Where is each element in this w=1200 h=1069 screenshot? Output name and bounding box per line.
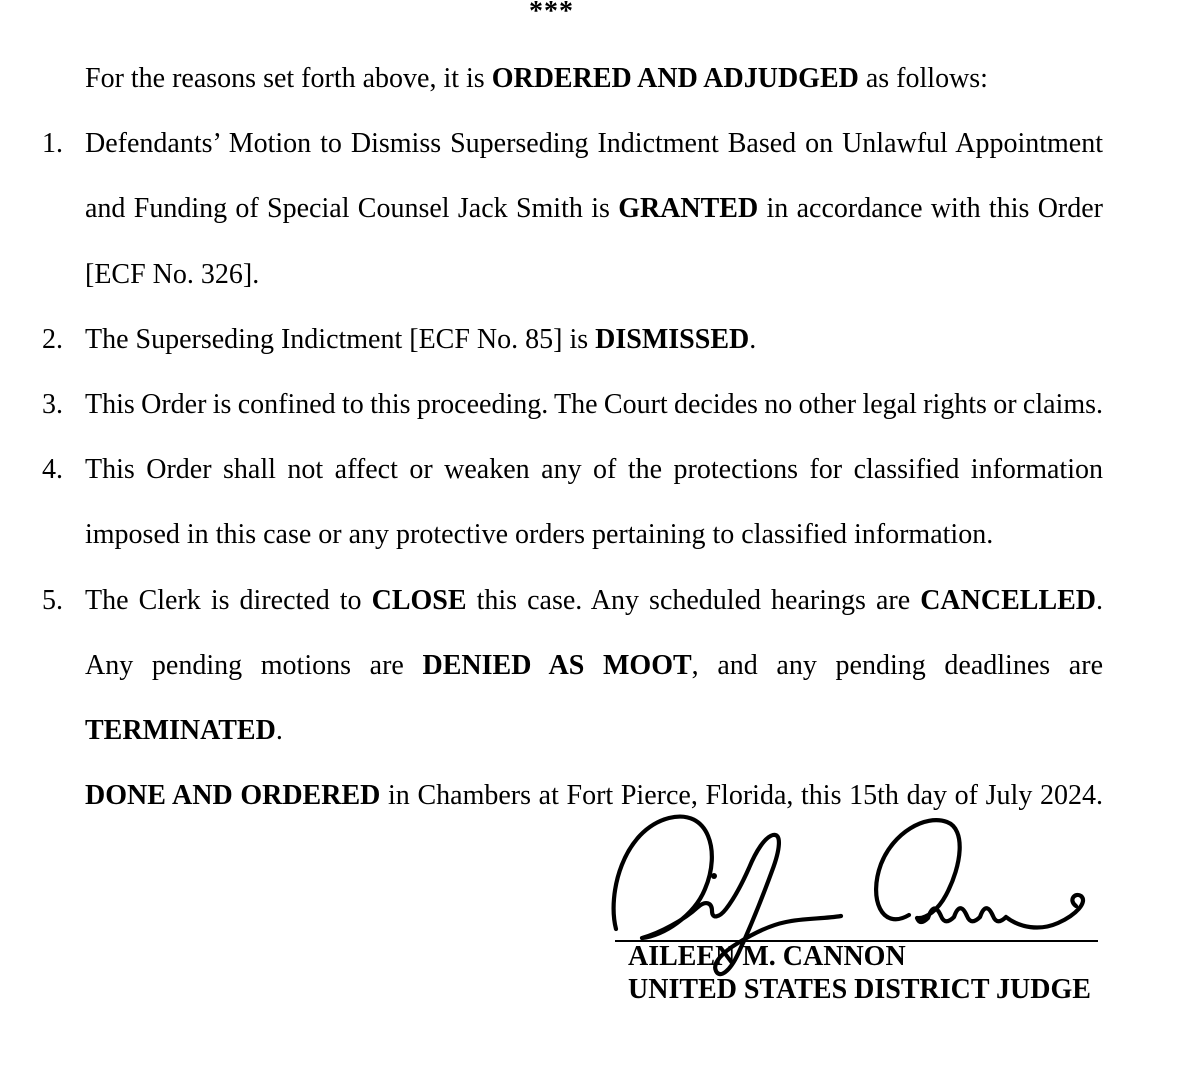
item-1-text: [ECF No. 326]. [85, 258, 260, 290]
signature-block [628, 941, 1091, 1006]
item-1-line-2 [85, 176, 1103, 241]
signature-stroke-cannon [876, 820, 1083, 927]
item-1-number: 1. [42, 128, 63, 160]
item-3-line-1 [42, 372, 1103, 437]
closing-line [85, 763, 1103, 828]
item-5-terminated-bold: TERMINATED [85, 714, 276, 746]
item-2-text: The Superseding Indictment [ECF No. 85] is [85, 323, 596, 355]
item-3-text: This Order is confined to this proceeding. The Court decides no other legal rights or claims. [85, 388, 1103, 420]
judge-name: AILEEN M. CANNON [628, 941, 906, 972]
item-5-line-3 [85, 698, 1103, 763]
item-4-number: 4. [42, 454, 63, 486]
item-4-text: imposed in this case or any protective orders pertaining to classified information. [85, 519, 994, 551]
item-5-text: this case. Any scheduled hearings are [466, 584, 921, 616]
item-5-text: , and any pending deadlines are [691, 649, 1103, 681]
item-5-close-bold: CLOSE [371, 584, 467, 616]
item-5-text: Any pending motions are [85, 649, 423, 681]
item-2-number: 2. [42, 323, 63, 355]
judge-title: UNITED STATES DISTRICT JUDGE [628, 973, 1091, 1005]
item-4-text: This Order shall not affect or weaken any of the protections for classified information [85, 454, 1103, 486]
item-2-line-1 [42, 307, 1103, 372]
item-5-denied-bold: DENIED AS MOOT [422, 649, 692, 681]
item-1-line-1 [42, 111, 1103, 176]
item-2-dismissed-bold: DISMISSED [595, 323, 750, 355]
item-5-line-2 [85, 633, 1103, 698]
item-5-text: . [275, 714, 283, 746]
signature-dot [711, 873, 717, 879]
order-body [42, 46, 1104, 828]
intro-line [85, 46, 1103, 111]
item-2-text: . [749, 323, 757, 355]
item-1-line-3 [85, 242, 1103, 307]
section-break-stars: *** [529, 0, 574, 27]
item-3-number: 3. [42, 388, 63, 420]
item-4-line-2 [85, 502, 1103, 567]
item-4-line-1 [42, 437, 1103, 502]
intro-text-bold: ORDERED AND ADJUDGED [491, 63, 859, 94]
done-and-ordered-bold: DONE AND ORDERED [85, 780, 381, 812]
item-1-text: in accordance with this Order [758, 193, 1103, 225]
item-1-text: Defendants’ Motion to Dismiss Superseding Indictment Based on Unlawful Appointment [85, 128, 1103, 160]
item-1-text: and Funding of Special Counsel Jack Smith is [85, 193, 619, 225]
intro-text-pre: For the reasons set forth above, it is [85, 63, 492, 94]
item-5-text: . [1096, 584, 1104, 616]
closing-text: in Chambers at Fort Pierce, Florida, this 15th day of July 2024. [380, 780, 1103, 812]
item-1-granted-bold: GRANTED [618, 193, 759, 225]
item-5-cancelled-bold: CANCELLED [920, 584, 1097, 616]
intro-text-post: as follows: [858, 63, 988, 94]
item-5-text: The Clerk is directed to [85, 584, 372, 616]
item-5-line-1 [42, 568, 1104, 633]
item-5-number: 5. [42, 584, 63, 616]
